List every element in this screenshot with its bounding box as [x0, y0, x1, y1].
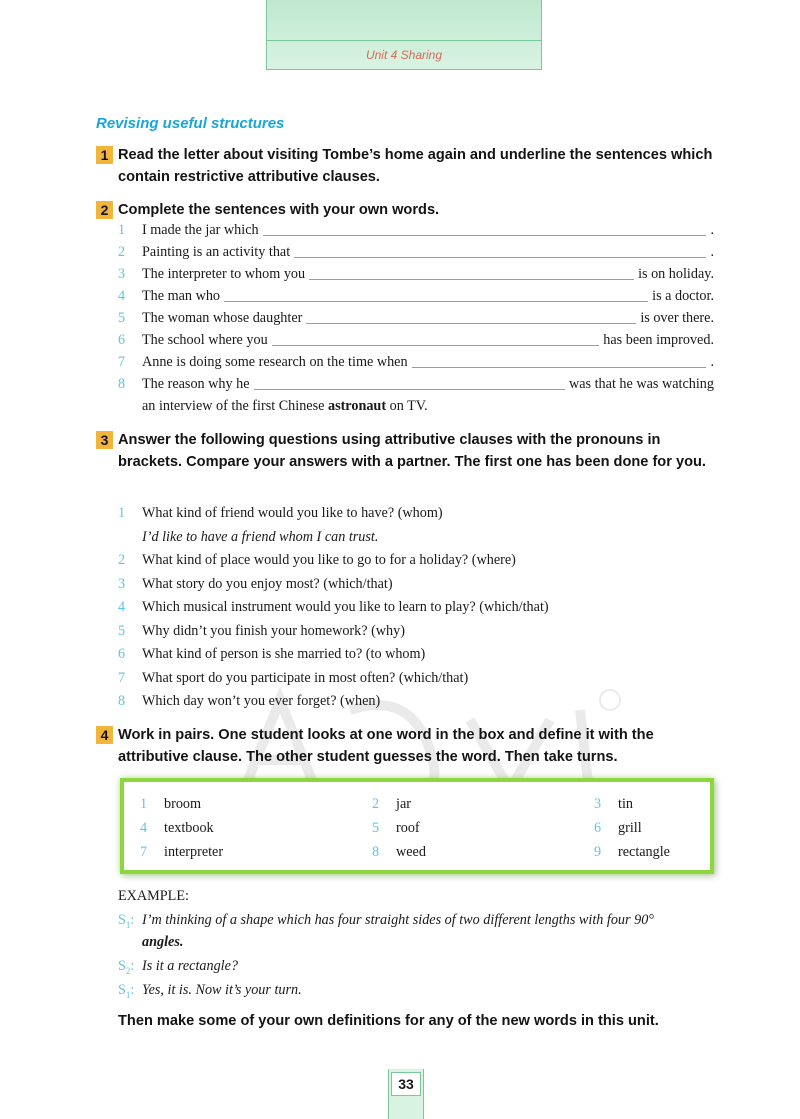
sentence-end: has been improved.: [603, 332, 714, 348]
question-text: What story do you enjoy most? (which/that): [142, 575, 393, 592]
sentence-end: is a doctor.: [652, 288, 714, 304]
unit-header-band: [266, 0, 542, 70]
item-number: 6: [118, 332, 126, 348]
speaker-label: $S_2$:: [118, 958, 135, 976]
question-item: [118, 596, 718, 620]
dialogue-text: Yes, it is. Now it’s your turn.: [142, 982, 302, 998]
word-number: 7: [140, 844, 148, 860]
question-item: [118, 667, 718, 691]
sentence-item: [118, 263, 714, 285]
question-text: Which day won’t you ever forget? (when): [142, 693, 381, 709]
question-text: Why didn’t you finish your homework? (why): [142, 622, 405, 639]
sentence-start: The reason why he: [142, 376, 250, 392]
dialogue-text: Is it a rectangle?: [142, 958, 239, 974]
sentence-start: The woman whose daughter: [142, 310, 303, 326]
word-item[interactable]: [594, 842, 670, 862]
item-number: 5: [118, 622, 126, 639]
question-text: What kind of friend would you like to have? (whom): [142, 505, 443, 521]
final-instruction: Then make some of your own definitions for any of the new words in this unit.: [118, 1013, 659, 1029]
item-number: 3: [118, 266, 126, 282]
dialogue-text: I’m thinking of a shape which has four straight sides of two different lengths with four 90°: [142, 912, 654, 928]
word-text: weed: [396, 844, 426, 860]
speaker-index: 2: [125, 965, 131, 976]
question-text: What sport do you participate in most often? (which/that): [142, 669, 469, 686]
word-item[interactable]: [140, 818, 214, 838]
task-4-instruction: Work in pairs. One student looks at one word in the box and define it with the attributive clause. The other student guesses the word. Then take turns.: [118, 727, 654, 765]
header-divider: [267, 40, 541, 41]
sentence-end: .: [710, 244, 714, 260]
speaker-letter: S: [118, 912, 126, 928]
word-number: 6: [594, 820, 602, 836]
speaker-index: 1: [125, 919, 131, 930]
continuation-text: [142, 395, 428, 417]
task-3-question-list: [118, 502, 718, 714]
item-number: 7: [118, 669, 126, 686]
sentence-start: Anne is doing some research on the time when: [142, 354, 408, 370]
answer-blank[interactable]: [272, 345, 600, 346]
answer-blank[interactable]: [263, 235, 707, 236]
sentence-continuation: [118, 395, 714, 417]
word-number: 3: [594, 796, 602, 812]
vocab-astronaut: astronaut: [327, 398, 387, 414]
speaker-label: $S_1$:: [118, 912, 135, 930]
section-title: Revising useful structures: [96, 115, 285, 132]
item-number: [118, 526, 142, 550]
word-number: 8: [372, 844, 380, 860]
task-1-number: 1: [96, 146, 113, 164]
task-2-sentence-list: [118, 219, 714, 417]
sentence-start: The interpreter to whom you: [142, 266, 306, 282]
word-text: textbook: [164, 820, 214, 836]
sentence-end: .: [710, 222, 714, 238]
sentence-end: is over there.: [640, 310, 714, 326]
answer-blank[interactable]: [224, 301, 648, 302]
page-number: 33: [391, 1072, 421, 1096]
example-label: EXAMPLE:: [118, 888, 189, 904]
word-number: 1: [140, 796, 148, 812]
example-answer: [118, 526, 718, 550]
sentence-start: The man who: [142, 288, 221, 304]
question-item: [118, 549, 718, 573]
word-text: tin: [618, 796, 633, 812]
item-number: 2: [118, 244, 126, 260]
sentence-start: I made the jar which: [142, 222, 259, 238]
sentence-start: Painting is an activity that: [142, 244, 291, 260]
word-item[interactable]: [372, 794, 411, 814]
task-3-number: 3: [96, 431, 113, 449]
task-1: [96, 144, 718, 188]
question-text: Which musical instrument would you like to learn to play? (which/that): [142, 599, 549, 615]
word-item[interactable]: [372, 842, 426, 862]
item-number: 1: [118, 222, 126, 238]
sentence-end: .: [710, 354, 714, 370]
sentence-item: [118, 285, 714, 307]
speaker-letter: S: [118, 982, 126, 998]
item-number: 4: [118, 599, 126, 615]
word-box: [120, 778, 714, 874]
sentence-item: [118, 307, 714, 329]
item-number: 6: [118, 646, 126, 662]
sentence-end: was that he was watching: [569, 376, 714, 392]
answer-blank[interactable]: [294, 257, 706, 258]
question-item: [118, 690, 718, 714]
word-item[interactable]: [372, 818, 420, 838]
unit-title: Unit 4 Sharing: [365, 48, 443, 62]
task-4-number: 4: [96, 726, 113, 744]
word-number: 9: [594, 844, 602, 860]
dialogue-text: angles.: [142, 934, 184, 950]
question-text: What kind of place would you like to go to for a holiday? (where): [142, 552, 516, 568]
dialogue-line: [118, 979, 718, 1006]
task-2: [96, 199, 716, 221]
word-text: jar: [396, 796, 411, 812]
question-item: [118, 573, 718, 597]
word-number: 4: [140, 820, 148, 836]
item-number: 8: [118, 693, 126, 709]
word-item[interactable]: [140, 794, 201, 814]
task-2-number: 2: [96, 201, 113, 219]
word-number: 2: [372, 796, 380, 812]
word-number: 5: [372, 820, 380, 836]
question-item: [118, 502, 718, 526]
item-number: 2: [118, 552, 126, 568]
sentence-item: [118, 373, 714, 395]
answer-blank[interactable]: [306, 323, 636, 324]
word-text: roof: [396, 820, 420, 836]
dialogue-line: [118, 955, 718, 982]
dialogue-continuation: [118, 931, 718, 953]
sentence-item: [118, 241, 714, 263]
sentence-item: [118, 219, 714, 241]
page-number-tab: [388, 1069, 424, 1119]
item-number: 8: [118, 376, 126, 392]
question-text: What kind of person is she married to? (to whom): [142, 646, 426, 662]
word-text: rectangle: [618, 844, 670, 860]
task-3: [96, 429, 718, 473]
task-4: [96, 724, 718, 768]
answer-blank[interactable]: [254, 389, 565, 390]
task-1-instruction: Read the letter about visiting Tombe’s home again and underline the sentences which contain restrictive attributive clauses.: [118, 147, 713, 185]
item-number: 5: [118, 310, 126, 326]
item-number: 3: [118, 575, 126, 592]
question-item: [118, 620, 718, 644]
word-item[interactable]: [594, 794, 633, 814]
sentence-item: [118, 329, 714, 351]
task-2-instruction: Complete the sentences with your own words.: [118, 202, 440, 218]
word-text: interpreter: [164, 844, 224, 860]
item-number: 1: [118, 505, 126, 521]
continuation-before: an interview of the first Chinese: [142, 398, 328, 414]
speaker-index: 1: [125, 989, 131, 1000]
sentence-item: [118, 351, 714, 373]
question-item: [118, 643, 718, 667]
answer-text: I’d like to have a friend whom I can trust.: [142, 528, 379, 545]
answer-blank[interactable]: [309, 279, 634, 280]
word-item[interactable]: [140, 842, 223, 862]
continuation-after: on TV.: [386, 398, 428, 414]
answer-blank[interactable]: [412, 367, 707, 368]
task-3-instruction: Answer the following questions using attributive clauses with the pronouns in brackets. Compare your answers with a partner. The first one has been done for you.: [118, 432, 706, 470]
item-number: 7: [118, 354, 126, 370]
word-text: broom: [164, 796, 202, 812]
item-number: 4: [118, 288, 126, 304]
word-text: grill: [618, 820, 642, 836]
speaker-label: $S_1$:: [118, 982, 135, 1000]
sentence-end: is on holiday.: [638, 266, 714, 282]
sentence-start: The school where you: [142, 332, 268, 348]
word-item[interactable]: [594, 818, 642, 838]
speaker-letter: S: [118, 958, 126, 974]
